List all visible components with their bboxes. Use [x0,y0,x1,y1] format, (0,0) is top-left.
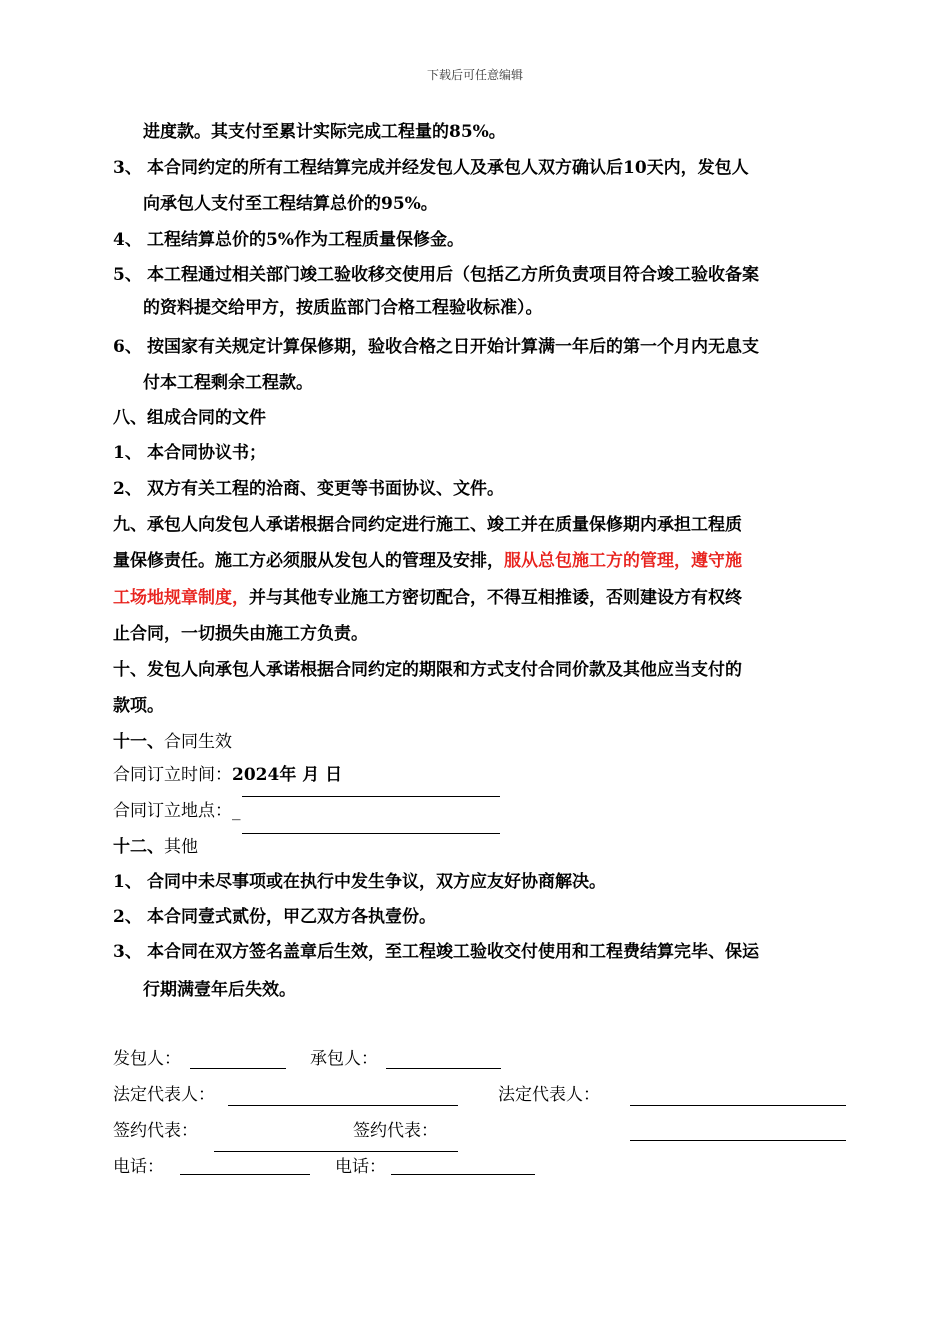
list-item: 2、 双方有关工程的洽商、变更等书面协议、文件。 [113,479,504,499]
contract-date-row: 合同订立时间：2024年 月 日 [113,765,343,785]
clause-line: 量保修责任。施工方必须服从发包人的管理及安排，服从总包施工方的管理，遵守施 [113,551,742,571]
section-heading-11: 十一、合同生效 [113,732,232,752]
clause-line: 止合同，一切损失由施工方负责。 [113,624,368,644]
phone-left-label: 电话： [113,1157,164,1177]
highlighted-text: 服从总包施工方的管理，遵守施 [504,551,742,571]
signing-rep-left-underline [214,1151,458,1152]
contractor-label: 承包人： [310,1049,378,1069]
clause-line: 付本工程剩余工程款。 [143,373,313,393]
employer-label: 发包人： [113,1049,181,1069]
section-heading-8: 八、组成合同的文件 [113,408,266,428]
legal-rep-left-underline [228,1105,458,1106]
list-item: 1、 合同中未尽事项或在执行中发生争议，双方应友好协商解决。 [113,872,606,892]
signing-rep-right-underline [630,1140,846,1141]
signing-rep-right-label: 签约代表： [353,1121,438,1141]
clause-line: 的资料提交给甲方，按质监部门合格工程验收标准）。 [143,298,543,318]
section-heading-9: 九、承包人向发包人承诺根据合同约定进行施工、竣工并在质量保修期内承担工程质 [113,515,742,535]
clause-line: 向承包人支付至工程结算总价的95%。 [143,194,438,214]
place-underline [242,833,500,834]
phone-right-underline [391,1174,535,1175]
clause-item-6: 6、 按国家有关规定计算保修期，验收合格之日开始计算满一年后的第一个月内无息支 [113,337,759,357]
clause-line: 行期满壹年后失效。 [143,980,296,1000]
highlighted-text: 工场地规章制度， [113,588,249,608]
date-underline [242,796,500,797]
clause-item-5: 5、 本工程通过相关部门竣工验收移交使用后（包括乙方所负责项目符合竣工验收备案 [113,265,759,285]
clause-item-3: 3、 本合同约定的所有工程结算完成并经发包人及承包人双方确认后10天内，发包人 [113,158,749,178]
clause-line: 工场地规章制度，并与其他专业施工方密切配合，不得互相推诿，否则建设方有权终 [113,588,742,608]
legal-rep-right-underline [630,1105,846,1106]
list-item: 1、 本合同协议书； [113,443,266,463]
page-header: 下载后可任意编辑 [426,68,523,82]
clause-line: 进度款。其支付至累计实际完成工程量的85%。 [143,122,506,142]
list-item: 3、 本合同在双方签名盖章后生效，至工程竣工验收交付使用和工程费结算完毕、保运 [113,942,759,962]
clause-item-4: 4、 工程结算总价的5%作为工程质量保修金。 [113,230,464,250]
signing-rep-left-label: 签约代表： [113,1121,198,1141]
section-heading-12: 十二、其他 [113,837,198,857]
clause-line: 款项。 [113,696,164,716]
employer-underline [190,1068,286,1069]
contractor-underline [386,1068,501,1069]
list-item: 2、 本合同壹式贰份，甲乙双方各执壹份。 [113,907,436,927]
phone-right-label: 电话： [335,1157,386,1177]
legal-rep-right-label: 法定代表人： [498,1085,600,1105]
phone-left-underline [180,1174,310,1175]
section-heading-10: 十、发包人向承包人承诺根据合同约定的期限和方式支付合同价款及其他应当支付的 [113,660,742,680]
contract-place-row: 合同订立地点：_ [113,801,241,821]
legal-rep-left-label: 法定代表人： [113,1085,215,1105]
